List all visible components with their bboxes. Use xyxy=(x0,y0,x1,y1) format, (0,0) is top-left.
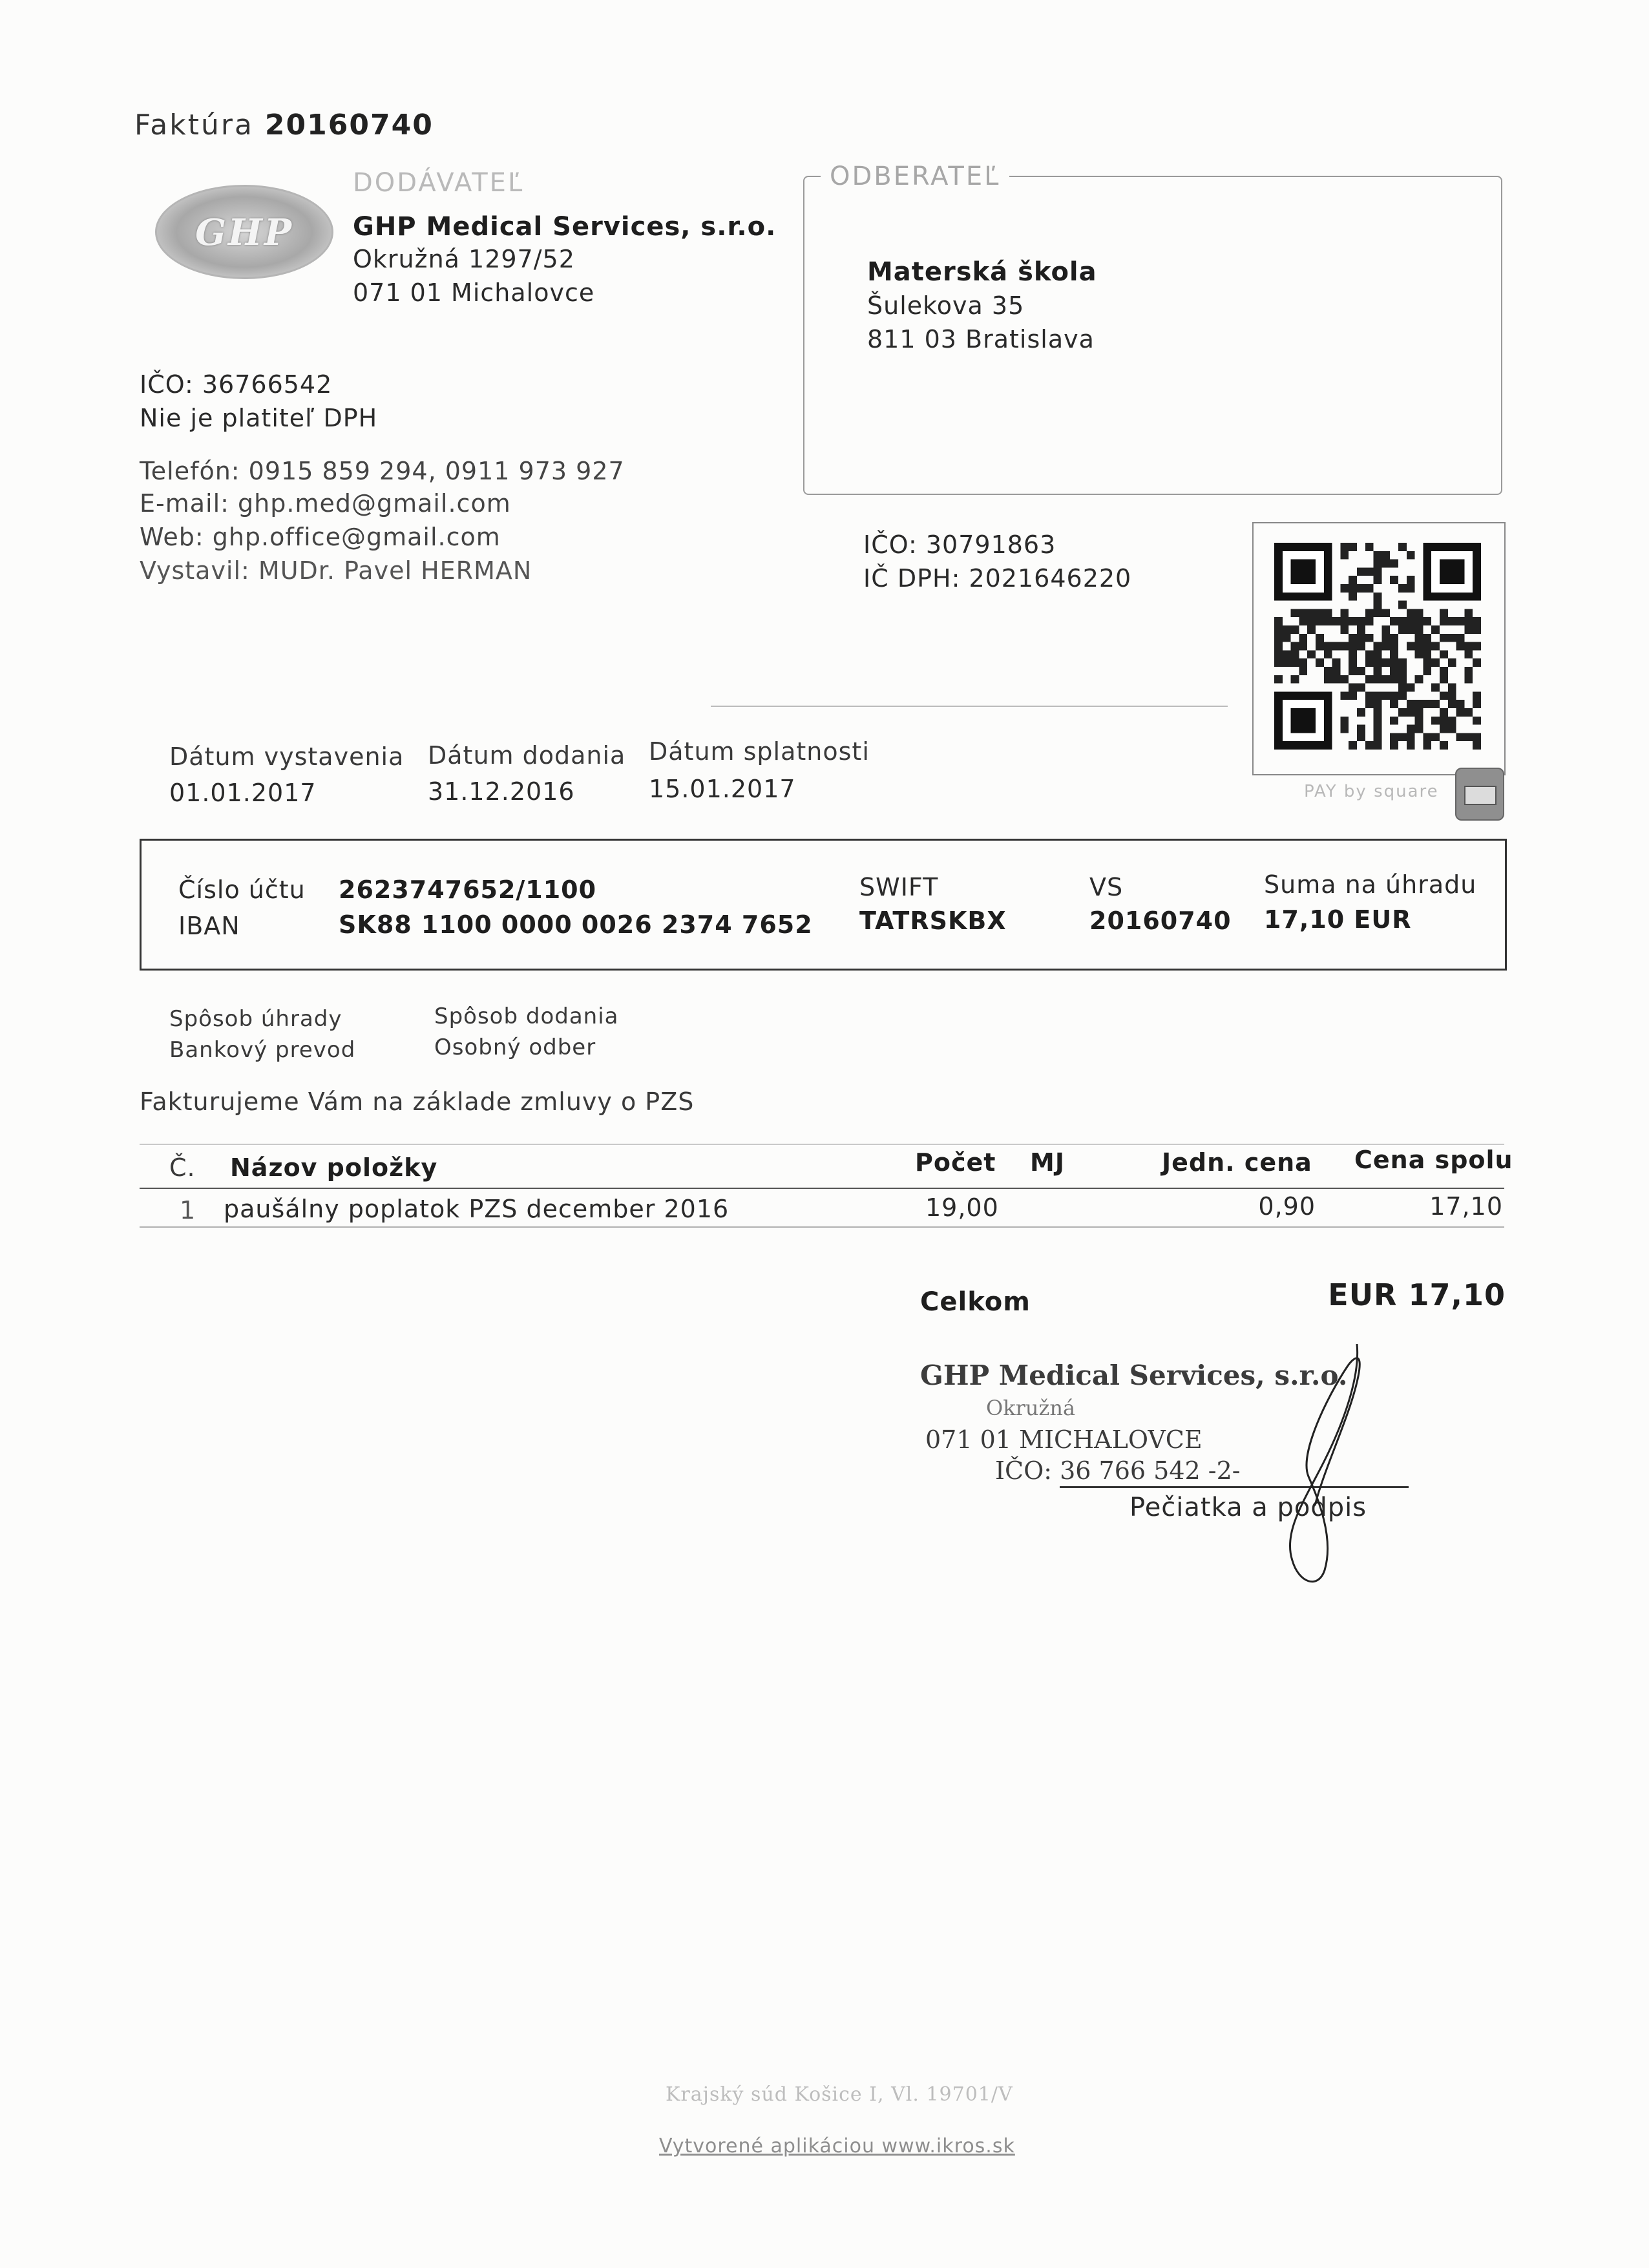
table-header-rule xyxy=(140,1188,1504,1189)
pay-by-square-caption: PAY by square xyxy=(1304,782,1439,801)
qr-code-icon xyxy=(1274,543,1481,750)
supplier-street: Okružná 1297/52 xyxy=(353,245,575,273)
issue-date-label: Dátum vystavenia xyxy=(169,742,404,771)
created-by-link[interactable]: Vytvorené aplikáciou www.ikros.sk xyxy=(659,2135,1015,2158)
invoice-title-prefix: Faktúra xyxy=(134,109,254,142)
swift-label: SWIFT xyxy=(859,873,939,901)
invoice-title xyxy=(134,109,434,142)
total-value: EUR 17,10 xyxy=(1328,1277,1506,1312)
payment-method-label: Spôsob úhrady xyxy=(169,1006,342,1032)
customer-ico: IČO: 30791863 xyxy=(863,530,1056,559)
row-no: 1 xyxy=(180,1196,196,1224)
court-registration: Krajský súd Košice I, Vl. 19701/V xyxy=(666,2083,1013,2106)
customer-name: Materská škola xyxy=(867,257,1097,287)
supplier-web: Web: ghp.office@gmail.com xyxy=(140,523,501,551)
stamp-line-3: 071 01 MICHALOVCE xyxy=(925,1425,1203,1454)
customer-ic-dph: IČ DPH: 2021646220 xyxy=(863,564,1132,593)
separator-line xyxy=(711,706,1228,707)
supplier-email: E-mail: ghp.med@gmail.com xyxy=(140,489,511,518)
customer-street: Šulekova 35 xyxy=(867,291,1025,320)
iban-value: SK88 1100 0000 0026 2374 7652 xyxy=(339,910,813,939)
supplier-label: DODÁVATEĽ xyxy=(353,168,525,198)
supplier-name: GHP Medical Services, s.r.o. xyxy=(353,212,777,242)
supplier-issuer: Vystavil: MUDr. Pavel HERMAN xyxy=(140,556,532,585)
delivery-date-value: 31.12.2016 xyxy=(428,777,575,806)
stamp-line-2: Okružná xyxy=(986,1396,1076,1420)
supplier-vat-status: Nie je platiteľ DPH xyxy=(140,404,378,432)
company-logo xyxy=(155,185,333,279)
row-total: 17,10 xyxy=(1429,1192,1503,1221)
delivery-method-label: Spôsob dodania xyxy=(434,1003,619,1029)
row-name: paušálny poplatok PZS december 2016 xyxy=(224,1195,730,1223)
payment-method-value: Bankový prevod xyxy=(169,1037,356,1063)
th-total: Cena spolu xyxy=(1354,1146,1513,1174)
due-date-label: Dátum splatnosti xyxy=(649,737,870,766)
th-no: Č. xyxy=(169,1153,196,1182)
logo-text: GHP xyxy=(195,211,293,254)
handwritten-signature xyxy=(1247,1338,1376,1596)
customer-label: ODBERATEĽ xyxy=(821,162,1009,191)
stamp-line-1: GHP Medical Services, s.r.o. xyxy=(920,1360,1348,1391)
row-unit-price: 0,90 xyxy=(1258,1192,1316,1221)
signature-label: Pečiatka a podpis xyxy=(1129,1493,1367,1522)
table-bottom-rule xyxy=(140,1226,1504,1228)
due-date-value: 15.01.2017 xyxy=(649,775,796,803)
th-name: Názov položky xyxy=(230,1153,438,1182)
account-value: 2623747652/1100 xyxy=(339,876,597,904)
customer-city: 811 03 Bratislava xyxy=(867,325,1095,353)
card-icon xyxy=(1455,768,1504,821)
supplier-ico: IČO: 36766542 xyxy=(140,370,333,399)
issue-date-value: 01.01.2017 xyxy=(169,779,317,807)
invoice-intro: Fakturujeme Vám na základe zmluvy o PZS xyxy=(140,1087,695,1116)
row-qty: 19,00 xyxy=(925,1193,999,1222)
delivery-method-value: Osobný odber xyxy=(434,1034,596,1060)
vs-value: 20160740 xyxy=(1089,907,1232,935)
supplier-phone: Telefón: 0915 859 294, 0911 973 927 xyxy=(140,457,625,485)
th-qty: Počet xyxy=(915,1148,996,1177)
delivery-date-label: Dátum dodania xyxy=(428,741,626,770)
table-top-rule xyxy=(140,1144,1504,1145)
sum-label: Suma na úhradu xyxy=(1264,870,1477,899)
th-unit: MJ xyxy=(1030,1148,1065,1177)
swift-value: TATRSKBX xyxy=(859,907,1007,935)
iban-label: IBAN xyxy=(178,912,240,940)
th-unit-price: Jedn. cena xyxy=(1162,1148,1312,1177)
total-label: Celkom xyxy=(920,1287,1031,1317)
stamp-line-4: IČO: 36 766 542 -2- xyxy=(995,1456,1241,1485)
sum-value: 17,10 EUR xyxy=(1264,905,1412,934)
invoice-number: 20160740 xyxy=(264,109,434,142)
vs-label: VS xyxy=(1089,873,1124,901)
supplier-city: 071 01 Michalovce xyxy=(353,278,595,307)
account-label: Číslo účtu xyxy=(178,876,306,904)
